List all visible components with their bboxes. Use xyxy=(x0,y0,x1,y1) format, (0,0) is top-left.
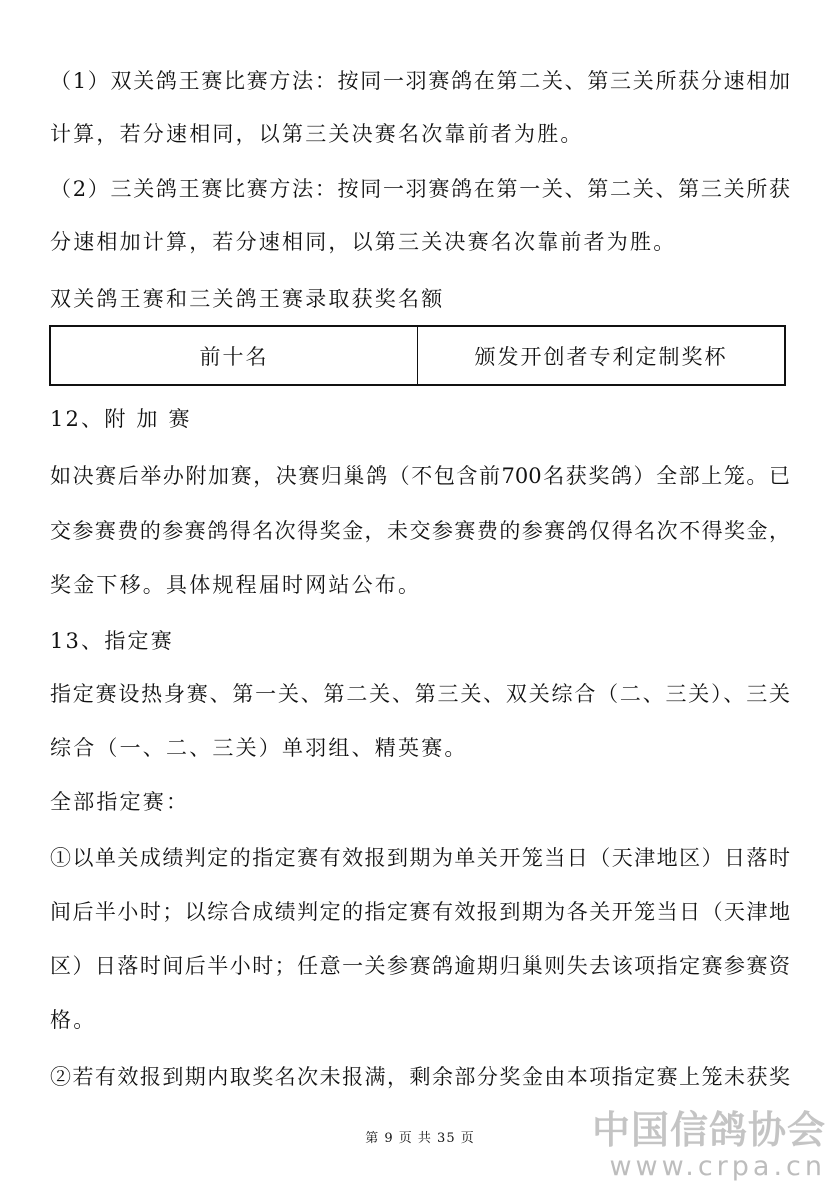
section-heading-13: 13、指定赛 xyxy=(50,629,174,653)
paragraph-line: （2）三关鸽王赛比赛方法：按同一羽赛鸽在第一关、第二关、第三关所获 xyxy=(50,177,790,201)
paragraph-line: 交参赛费的参赛鸽得名次得奖金，未交参赛费的参赛鸽仅得名次不得奖金， xyxy=(50,519,790,543)
award-prize-cell: 颁发开创者专利定制奖杯 xyxy=(474,344,728,369)
subheading: 全部指定赛： xyxy=(50,790,190,814)
paragraph-line: 综合（一、二、三关）单羽组、精英赛。 xyxy=(50,736,468,760)
paragraph-line: 间后半小时；以综合成绩判定的指定赛有效报到期为各关开笼当日（天津地 xyxy=(50,900,790,924)
paragraph-line: ①以单关成绩判定的指定赛有效报到期为单关开笼当日（天津地区）日落时 xyxy=(50,846,790,870)
quota-heading: 双关鸽王赛和三关鸽王赛录取获奖名额 xyxy=(50,287,445,311)
watermark-title: 中国信鸽协会 xyxy=(591,1108,826,1152)
paragraph-line: 奖金下移。具体规程届时网站公布。 xyxy=(50,573,422,597)
paragraph-line: 如决赛后举办附加赛，决赛归巢鸽（不包含前700名获奖鸽）全部上笼。已 xyxy=(50,464,790,488)
award-table xyxy=(49,325,786,386)
watermark-logo xyxy=(592,1108,826,1182)
watermark-url: www.crpa.cn xyxy=(609,1151,826,1182)
paragraph-line: （1）双关鸽王赛比赛方法：按同一羽赛鸽在第二关、第三关所获分速相加 xyxy=(50,69,790,93)
paragraph-line: 分速相加计算，若分速相同，以第三关决赛名次靠前者为胜。 xyxy=(50,230,677,254)
section-heading-12: 12、附 加 赛 xyxy=(50,407,192,431)
page-footer: 第 9 页 共 35 页 xyxy=(365,1131,475,1146)
paragraph-line: 指定赛设热身赛、第一关、第二关、第三关、双关综合（二、三关）、三关 xyxy=(50,682,790,706)
paragraph-line: ②若有效报到期内取奖名次未报满，剩余部分奖金由本项指定赛上笼未获奖 xyxy=(50,1065,790,1089)
paragraph-line: 格。 xyxy=(50,1008,97,1032)
paragraph-line: 计算，若分速相同，以第三关决赛名次靠前者为胜。 xyxy=(50,122,584,146)
award-rank-cell: 前十名 xyxy=(51,327,418,384)
paragraph-line: 区）日落时间后半小时；任意一关参赛鸽逾期归巢则失去该项指定赛参赛资 xyxy=(50,954,790,978)
